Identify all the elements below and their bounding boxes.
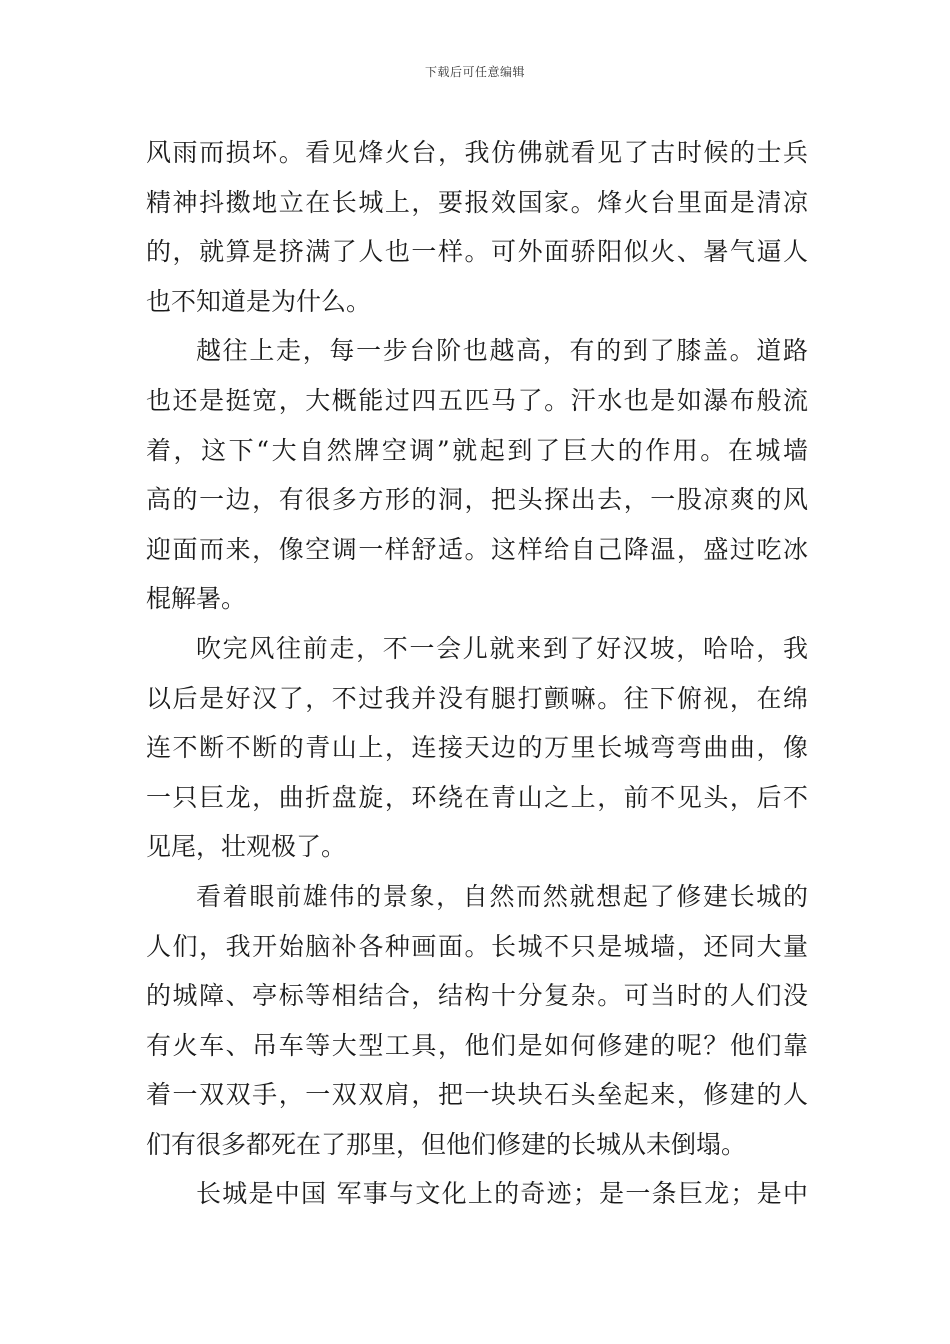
text-line: 看着眼前雄伟的景象，自然而然就想起了修建长城的 xyxy=(196,881,808,911)
text-line: 的城障、亭标等相结合，结构十分复杂。可当时的人们没 xyxy=(146,981,808,1011)
text-line: 越往上走，每一步台阶也越高，有的到了膝盖。道路 xyxy=(196,336,808,366)
text-line: 以后是好汉了，不过我并没有腿打颤嘛。往下俯视，在绵 xyxy=(146,683,808,713)
text-line: 连不断不断的青山上，连接天边的万里长城弯弯曲曲，像 xyxy=(146,733,808,763)
text-line: 着，这下“大自然牌空调”就起到了巨大的作用。在城墙 xyxy=(146,435,808,465)
text-line: 也不知道是为什么。 xyxy=(146,286,372,316)
text-line: 棍解暑。 xyxy=(146,584,247,614)
paragraph xyxy=(146,326,808,624)
paragraph xyxy=(146,128,808,326)
paragraph xyxy=(146,872,808,1170)
text-line: 人们，我开始脑补各种画面。长城不只是城墙，还同大量 xyxy=(146,931,808,961)
text-line: 见尾，壮观极了。 xyxy=(146,832,347,862)
text-line: 高的一边，有很多方形的洞，把头探出去，一股凉爽的风 xyxy=(146,485,808,515)
text-line: 有火车、吊车等大型工具，他们是如何修建的呢？他们靠 xyxy=(146,1030,808,1060)
text-line: 的，就算是挤满了人也一样。可外面骄阳似火、暑气逼人 xyxy=(146,237,808,267)
text-line: 也还是挺宽，大概能过四五匹马了。汗水也是如瀑布般流 xyxy=(146,385,808,415)
paragraph xyxy=(146,1169,808,1219)
text-line: 精神抖擞地立在长城上，要报效国家。烽火台里面是清凉 xyxy=(146,187,808,217)
text-line: 着一双双手，一双双肩，把一块块石头垒起来，修建的人 xyxy=(146,1080,808,1110)
text-line: 一只巨龙，曲折盘旋，环绕在青山之上，前不见头，后不 xyxy=(146,782,808,812)
text-line: 风雨而损坏。看见烽火台，我仿佛就看见了古时候的士兵 xyxy=(146,138,808,167)
text-line: 吹完风往前走，不一会儿就来到了好汉坡，哈哈，我 xyxy=(196,633,808,663)
page-header-note: 下载后可任意编辑 xyxy=(424,65,525,79)
paragraph xyxy=(146,624,808,872)
document-body xyxy=(146,128,808,1219)
text-line: 长城是中国 军事与文化上的奇迹；是一条巨龙；是中 xyxy=(196,1179,808,1209)
text-line: 迎面而来，像空调一样舒适。这样给自己降温，盛过吃冰 xyxy=(146,534,808,564)
text-line: 们有很多都死在了那里，但他们修建的长城从未倒塌。 xyxy=(146,1129,747,1159)
